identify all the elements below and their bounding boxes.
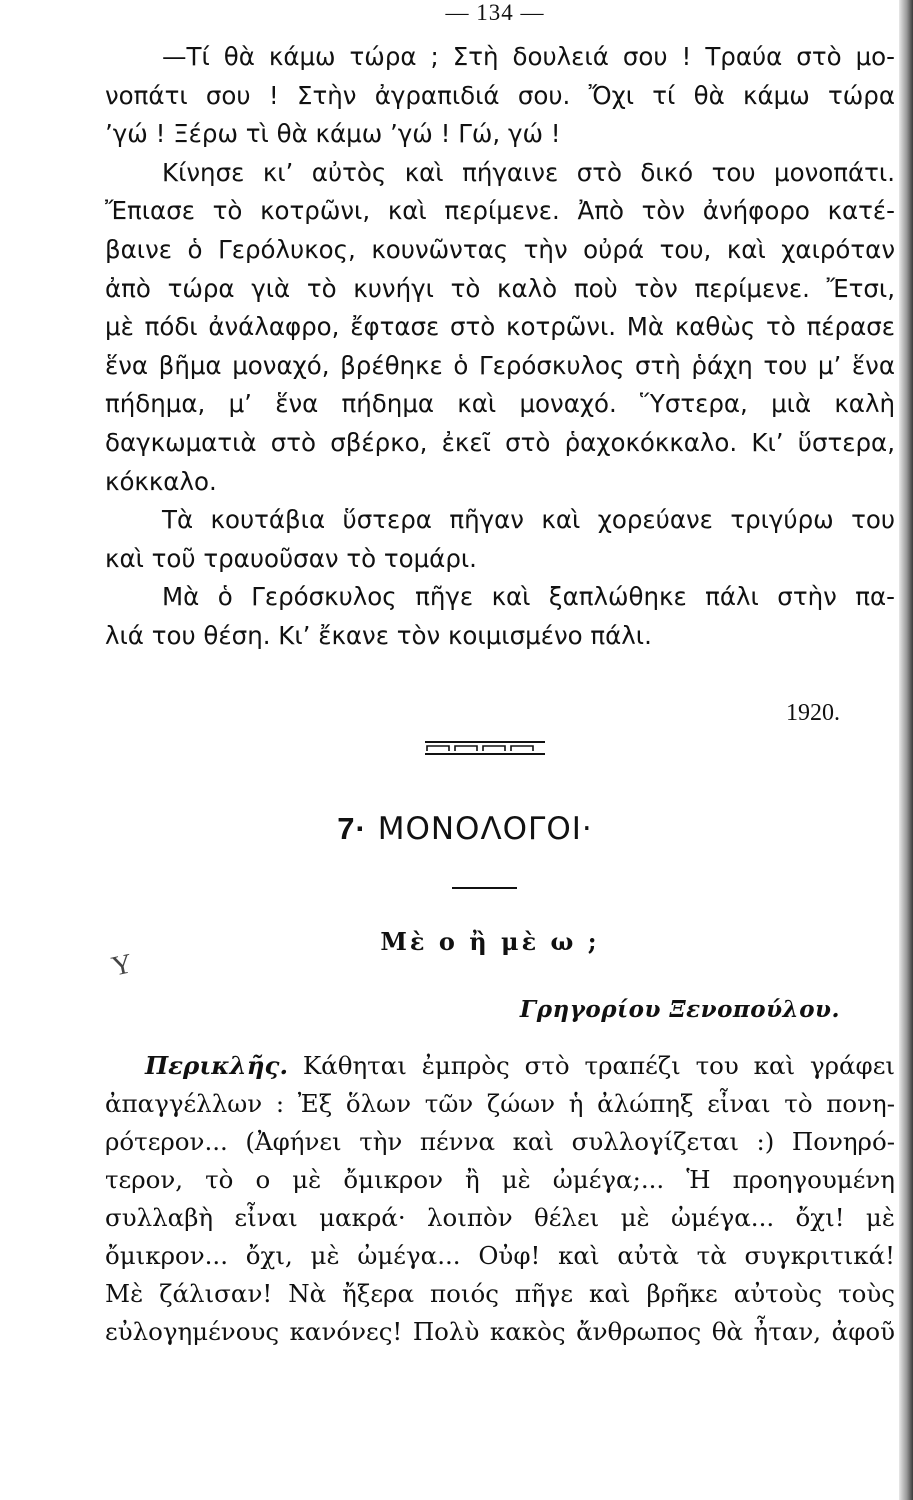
author-name: Γρηγορίου Ξενοπούλου.: [519, 996, 840, 1023]
text-line: —Τί θὰ κάμω τώρα ; Στὴ δουλειά σου ! Τραύα στὸ μο-: [162, 42, 895, 71]
margin-pencil-mark: Y: [108, 948, 136, 983]
text-line: Τὰ κουτάβια ὕστερα πῆγαν καὶ χορεύανε τριγύρω του: [162, 505, 895, 535]
greek-key-ornament: [425, 736, 545, 758]
text-line: δαγκωματιὰ στὸ σβέρκο, ἐκεῖ στὸ ῥαχοκόκκαλο. Κι’ ὕστερα,: [105, 427, 895, 457]
text-line: ’γώ ! Ξέρω τὶ θὰ κάμω ’γώ ! Γώ, γώ !: [105, 119, 561, 149]
text-line: Κίνησε κι’ αὐτὸς καὶ πήγαινε στὸ δικό του μονοπάτι.: [162, 157, 895, 187]
text-line: [105, 1047, 895, 1085]
page-edge-shadow: [899, 0, 913, 1500]
text-line: ἀπὸ τώρα γιὰ τὸ κυνήγι τὸ καλὸ ποὺ τὸν περίμενε. Ἔτσι,: [105, 273, 895, 303]
text-line: ρότερον... (Ἀφήνει τὴν πέννα καὶ συλλογίζεται :) Πονηρό-: [105, 1127, 895, 1156]
text-line: κόκκαλο.: [105, 466, 217, 496]
story-text: [105, 38, 895, 656]
chapter-title: ΜΟΝΟΛΟΓΟΙ·: [377, 811, 593, 847]
chapter-heading: [330, 811, 600, 847]
text-line: ἕνα βῆμα μοναχό, βρέθηκε ὁ Γερόσκυλος στὴ ῥάχη του μ’ ἕνα: [105, 350, 895, 380]
section-rule: [452, 887, 517, 889]
text-line: συλλαβὴ εἶναι μακρά· λοιπὸν θέλει μὲ ὠμέγα... ὄχι! μὲ: [105, 1203, 895, 1232]
text-line: καὶ τοῦ τραυοῦσαν τὸ τομάρι.: [105, 543, 477, 573]
text-line: Ἔπιασε τὸ κοτρῶνι, καὶ περίμενε. Ἀπὸ τὸν ἀνήφορο κατέ-: [105, 196, 895, 226]
text-line: τερον, τὸ ο μὲ ὄμικρον ἢ μὲ ὠμέγα;... Ἡ προηγουμένη: [105, 1165, 895, 1194]
text-line: Μὰ ὁ Γερόσκυλος πῆγε καὶ ξαπλώθηκε πάλι στὴν πα-: [162, 582, 895, 612]
paragraph: [105, 154, 895, 501]
text-line: λιά του θέση. Κι’ ἔκανε τὸν κοιμισμένο πάλι.: [105, 620, 652, 650]
text-line: ἀπαγγέλλων : Ἐξ ὅλων τῶν ζώων ἡ ἀλώπηξ εἶναι τὸ πονη-: [105, 1089, 895, 1118]
text-line: Μὲ ζάλισαν! Νὰ ἤξερα ποιός πῆγε καὶ βρῆκε αὐτοὺς τοὺς: [105, 1279, 895, 1308]
text-line: πήδημα, μ’ ἕνα πήδημα καὶ μοναχό. Ὕστερα, μιὰ καλὴ: [105, 389, 895, 419]
chapter-number: 7·: [337, 811, 367, 846]
text-line: εὐλογημένους κανόνες! Πολὺ κακὸς ἄνθρωπος θὰ ἦταν, ἀφοῦ: [105, 1317, 895, 1346]
paragraph: [105, 38, 895, 154]
speaker-name: Περικλῆς.: [145, 1051, 288, 1080]
monologue-text: [105, 1047, 895, 1351]
text-line: βαινε ὁ Γερόλυκος, κουνῶντας τὴν οὐρά του, καὶ χαιρόταν: [105, 234, 895, 264]
paragraph: [105, 501, 895, 578]
stage-direction: Κάθηται ἐμπρὸς στὸ τραπέζι του καὶ γράφει: [302, 1051, 896, 1080]
page-number: — 134 —: [445, 0, 545, 25]
text-line: μὲ πόδι ἀνάλαφρο, ἔφτασε στὸ κοτρῶνι. Μὰ καθὼς τὸ πέρασε: [105, 312, 895, 342]
monologue-title: Μὲ ο ἢ μὲ ω ;: [380, 927, 600, 956]
story-year: 1920.: [786, 700, 840, 726]
text-line: νοπάτι σου ! Στὴν ἀγραπιδιά σου. Ὄχι τί θὰ κάμω τώρα: [105, 80, 895, 110]
paragraph: [105, 578, 895, 655]
text-line: ὄμικρον... ὄχι, μὲ ὠμέγα... Οὐφ! καὶ αὐτὰ τὰ συγκριτικά!: [105, 1241, 895, 1270]
